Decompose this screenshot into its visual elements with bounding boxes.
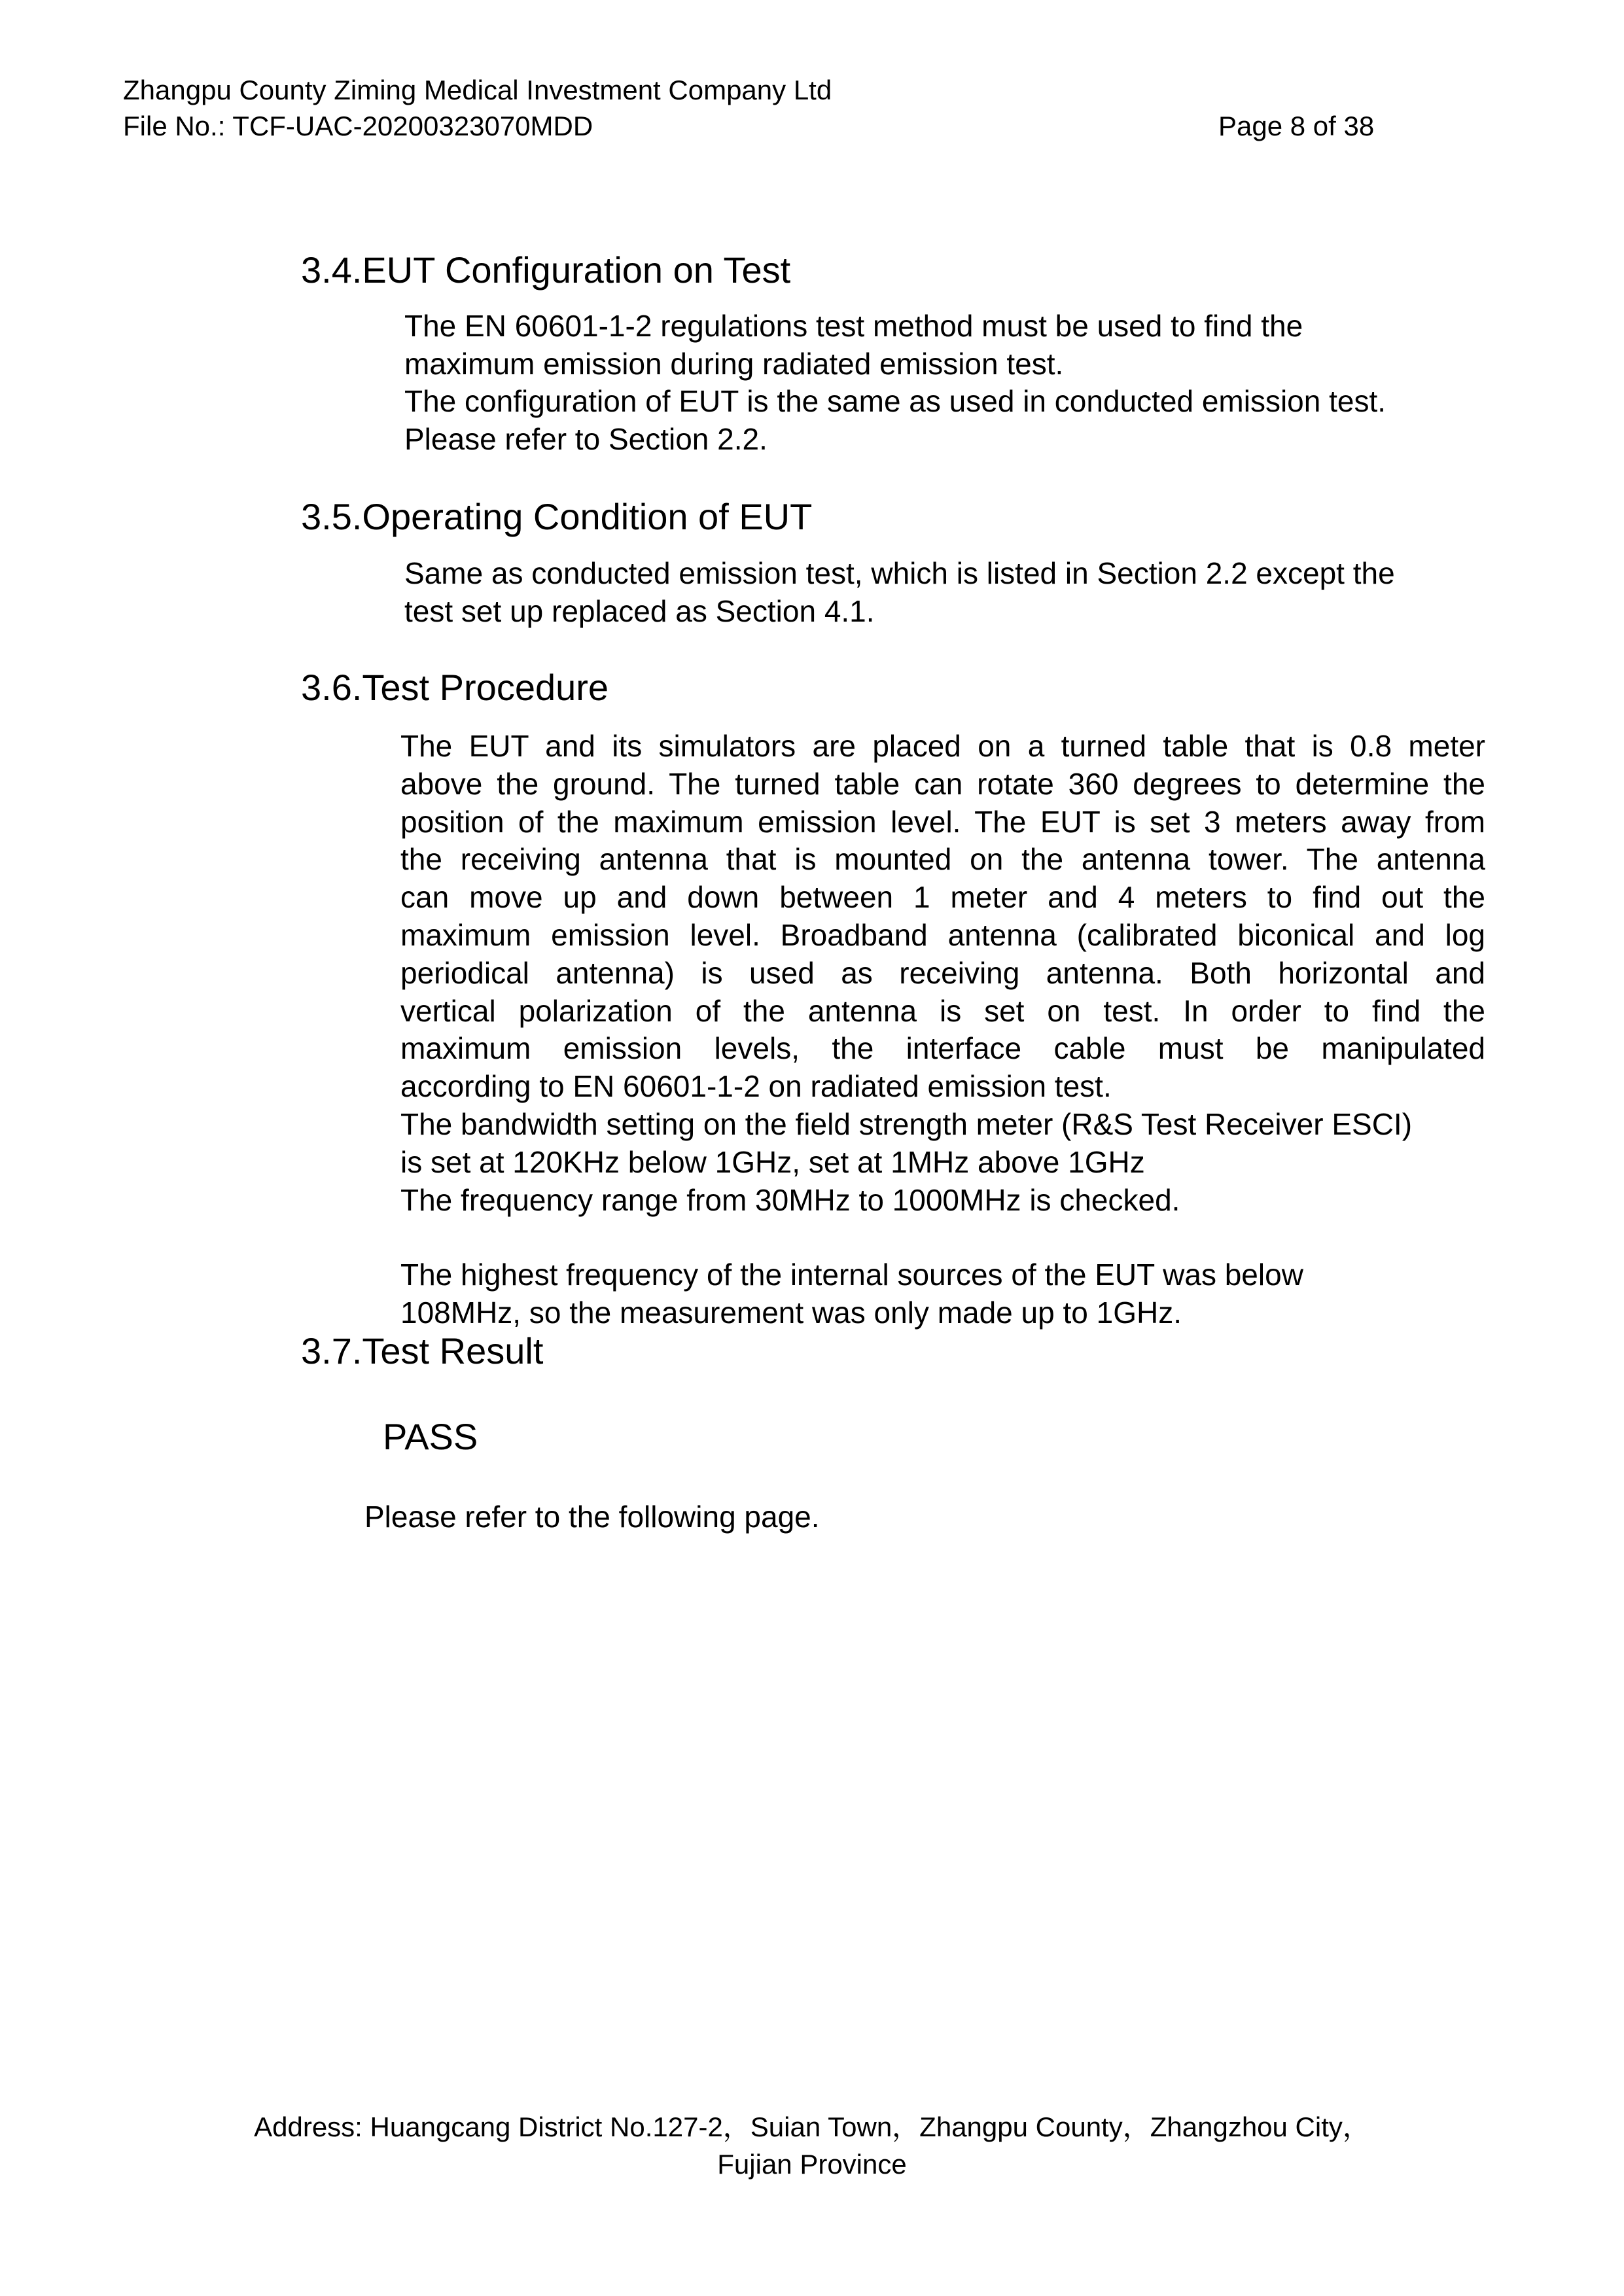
refer-note: Please refer to the following page.: [364, 1500, 820, 1534]
page-number: Page 8 of 38: [1218, 111, 1375, 141]
body-line: test set up replaced as Section 4.1.: [404, 593, 875, 628]
section-3-4-body: [404, 308, 1386, 458]
footer-line: Fujian Province: [717, 2149, 907, 2180]
body-line: The EUT and its simulators are placed on a turned table that is 0.8 meter: [400, 729, 1485, 763]
body-line: maximum emission level. Broadband antenna (calibrated biconical and log: [400, 917, 1485, 952]
body-line: Same as conducted emission test, which is listed in Section 2.2 except the: [404, 556, 1395, 590]
body-line: above the ground. The turned table can rotate 360 degrees to determine the: [400, 766, 1485, 801]
body-line: The EN 60601-1-2 regulations test method must be used to find the: [404, 309, 1303, 343]
section-3-4-title: 3.4.EUT Configuration on Test: [301, 249, 791, 291]
section-3-6-body: [400, 728, 1485, 1219]
test-result-pass: PASS: [383, 1416, 478, 1457]
body-line: maximum emission levels, the interface cable must be manipulated: [400, 1031, 1485, 1066]
section-3-5-title: 3.5.Operating Condition of EUT: [301, 496, 813, 537]
footer-address: [0, 2108, 1624, 2183]
footer-line: Address: Huangcang District No.127-2，Suian Town，Zhangpu County，Zhangzhou City，: [254, 2111, 1370, 2142]
body-line: periodical antenna) is used as receiving antenna. Both horizontal and: [400, 955, 1485, 990]
body-line: according to EN 60601-1-2 on radiated emission test.: [400, 1069, 1112, 1104]
section-3-6-note: [400, 1256, 1303, 1332]
body-line: vertical polarization of the antenna is set on test. In order to find the: [400, 993, 1485, 1028]
body-line: The highest frequency of the internal sources of the EUT was below: [400, 1258, 1303, 1292]
section-3-6-title: 3.6.Test Procedure: [301, 667, 609, 708]
body-line: 108MHz, so the measurement was only made up to 1GHz.: [400, 1295, 1182, 1330]
section-3-7-title: 3.7.Test Result: [301, 1330, 544, 1371]
body-line: can move up and down between 1 meter and 4 meters to find out the: [400, 880, 1485, 915]
body-line: The frequency range from 30MHz to 1000MHz is checked.: [400, 1182, 1180, 1217]
body-line: The bandwidth setting on the field strength meter (R&S Test Receiver ESCI): [400, 1106, 1413, 1141]
body-line: maximum emission during radiated emission test.: [404, 346, 1064, 381]
company-name: Zhangpu County Ziming Medical Investment Company Ltd: [123, 75, 832, 105]
body-line: The configuration of EUT is the same as used in conducted emission test.: [404, 384, 1386, 418]
section-3-5-body: [404, 555, 1395, 630]
body-line: position of the maximum emission level. The EUT is set 3 meters away from: [400, 804, 1485, 839]
body-line: Please refer to Section 2.2.: [404, 421, 768, 456]
body-line: is set at 120KHz below 1GHz, set at 1MHz above 1GHz: [400, 1144, 1145, 1179]
file-number: File No.: TCF-UAC-20200323070MDD: [123, 111, 593, 141]
body-line: the receiving antenna that is mounted on the antenna tower. The antenna: [400, 842, 1485, 877]
